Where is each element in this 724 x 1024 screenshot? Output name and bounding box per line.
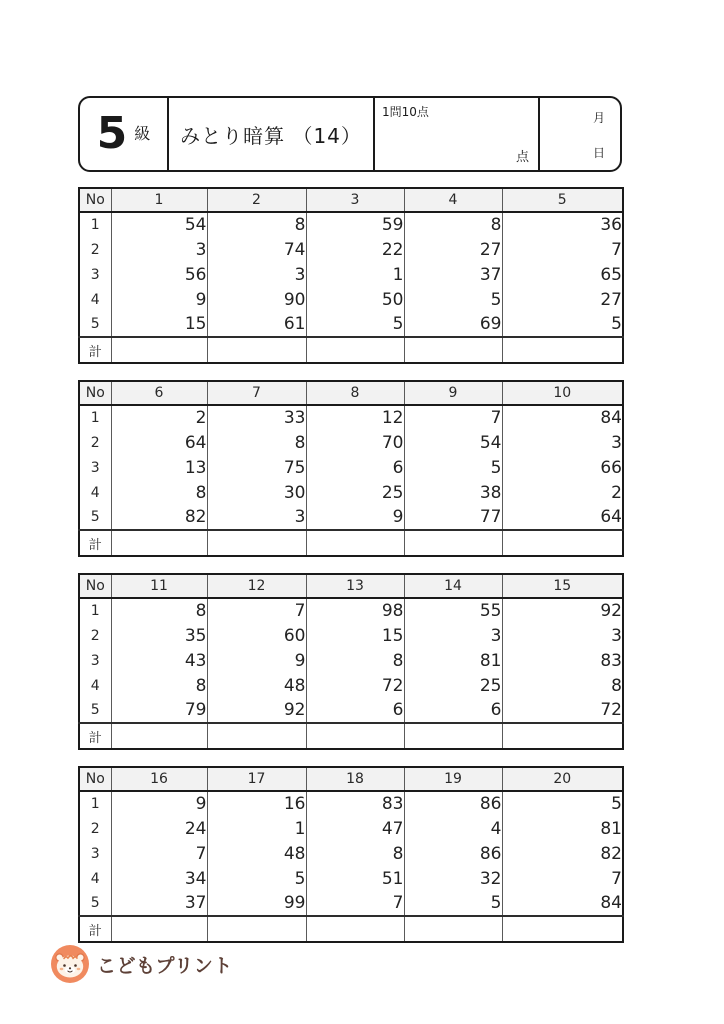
problem-number-cell: 5 (502, 188, 623, 212)
problem-number-cell: 13 (306, 574, 404, 598)
row-label-cell: 4 (90, 291, 100, 308)
value-cell: 8 (502, 673, 623, 698)
value-cell: 36 (502, 212, 623, 237)
row-label-cell: 5 (90, 702, 100, 718)
value-cell: 5 (306, 312, 404, 337)
value-cell: 12 (306, 405, 404, 430)
value-cell: 15 (111, 312, 207, 337)
data-row (79, 673, 623, 698)
column-header-row (79, 767, 623, 791)
row-label-cell: 1 (90, 410, 100, 426)
problem-number-cell: 11 (111, 574, 207, 598)
value-cell: 4 (404, 816, 502, 841)
value-cell: 8 (207, 430, 306, 455)
problem-number-cell: 4 (404, 188, 502, 212)
total-label-cell: 計 (79, 530, 111, 556)
row-label-cell: 4 (90, 484, 100, 501)
footer-logo (50, 944, 233, 984)
value-cell: 6 (306, 698, 404, 723)
answer-cell (306, 723, 404, 749)
row-label-cell: 3 (90, 652, 100, 669)
data-row (79, 212, 623, 237)
value-cell: 66 (502, 455, 623, 480)
data-row (79, 598, 623, 623)
value-cell: 3 (502, 623, 623, 648)
value-cell: 82 (111, 505, 207, 530)
value-cell: 65 (502, 262, 623, 287)
value-cell: 27 (502, 287, 623, 312)
answer-cell (207, 723, 306, 749)
value-cell: 33 (207, 405, 306, 430)
no-header-cell: No (79, 188, 111, 212)
value-cell: 8 (111, 673, 207, 698)
answer-cell (207, 916, 306, 942)
value-cell: 79 (111, 698, 207, 723)
value-cell: 22 (306, 237, 404, 262)
value-cell: 15 (306, 623, 404, 648)
value-cell: 84 (502, 405, 623, 430)
row-label-cell: 4 (90, 870, 100, 887)
data-row (79, 430, 623, 455)
problem-table-3 (78, 573, 624, 750)
problem-number-cell: 6 (111, 381, 207, 405)
problem-number-cell: 19 (404, 767, 502, 791)
data-row (79, 891, 623, 916)
value-cell: 32 (404, 866, 502, 891)
value-cell: 7 (404, 405, 502, 430)
row-label-cell: 1 (90, 217, 100, 233)
value-cell: 99 (207, 891, 306, 916)
data-row (79, 816, 623, 841)
total-row (79, 916, 623, 942)
value-cell: 37 (404, 262, 502, 287)
problem-number-cell: 8 (306, 381, 404, 405)
problem-number-cell: 12 (207, 574, 306, 598)
value-cell: 30 (207, 480, 306, 505)
value-cell: 82 (502, 841, 623, 866)
row-label-cell: 2 (90, 627, 100, 644)
problem-table-1 (78, 187, 624, 364)
value-cell: 5 (404, 287, 502, 312)
value-cell: 7 (111, 841, 207, 866)
value-cell: 55 (404, 598, 502, 623)
value-cell: 83 (502, 648, 623, 673)
data-row (79, 648, 623, 673)
value-cell: 9 (111, 791, 207, 816)
answer-cell (502, 337, 623, 363)
problem-number-cell: 7 (207, 381, 306, 405)
value-cell: 81 (404, 648, 502, 673)
day-label: 日 (592, 146, 605, 160)
problem-number-cell: 18 (306, 767, 404, 791)
value-cell: 72 (306, 673, 404, 698)
value-cell: 3 (207, 262, 306, 287)
problem-number-cell: 17 (207, 767, 306, 791)
value-cell: 38 (404, 480, 502, 505)
value-cell: 70 (306, 430, 404, 455)
data-row (79, 623, 623, 648)
no-header-cell: No (79, 574, 111, 598)
value-cell: 13 (111, 455, 207, 480)
value-cell: 35 (111, 623, 207, 648)
value-cell: 7 (502, 866, 623, 891)
month-label: 月 (592, 111, 605, 125)
answer-cell (306, 916, 404, 942)
data-row (79, 791, 623, 816)
value-cell: 24 (111, 816, 207, 841)
value-cell: 83 (306, 791, 404, 816)
value-cell: 48 (207, 841, 306, 866)
data-row (79, 237, 623, 262)
value-cell: 3 (207, 505, 306, 530)
points-suffix-label: 点 (515, 150, 529, 165)
value-cell: 8 (404, 212, 502, 237)
value-cell: 37 (111, 891, 207, 916)
value-cell: 56 (111, 262, 207, 287)
value-cell: 8 (306, 648, 404, 673)
answer-cell (502, 916, 623, 942)
problem-number-cell: 20 (502, 767, 623, 791)
answer-cell (111, 916, 207, 942)
value-cell: 6 (404, 698, 502, 723)
row-label-cell: 3 (90, 845, 100, 862)
answer-cell (306, 530, 404, 556)
row-label-cell: 4 (90, 677, 100, 694)
value-cell: 98 (306, 598, 404, 623)
value-cell: 61 (207, 312, 306, 337)
data-row (79, 287, 623, 312)
value-cell: 60 (207, 623, 306, 648)
problem-table-4 (78, 766, 624, 943)
value-cell: 50 (306, 287, 404, 312)
row-label-cell: 3 (90, 266, 100, 283)
no-header-cell: No (79, 381, 111, 405)
grade-number: 5 (96, 108, 128, 159)
value-cell: 54 (404, 430, 502, 455)
answer-cell (502, 723, 623, 749)
row-label-cell: 3 (90, 459, 100, 476)
column-header-row (79, 574, 623, 598)
value-cell: 77 (404, 505, 502, 530)
value-cell: 27 (404, 237, 502, 262)
value-cell: 54 (111, 212, 207, 237)
points-per-question-note: 1問10点 (382, 105, 429, 119)
total-label-cell: 計 (79, 916, 111, 942)
value-cell: 64 (502, 505, 623, 530)
row-label-cell: 1 (90, 603, 100, 619)
value-cell: 5 (207, 866, 306, 891)
value-cell: 92 (502, 598, 623, 623)
value-cell: 7 (306, 891, 404, 916)
value-cell: 8 (111, 598, 207, 623)
value-cell: 3 (404, 623, 502, 648)
brand-name: こどもプリント (97, 954, 233, 977)
value-cell: 9 (306, 505, 404, 530)
data-row (79, 841, 623, 866)
value-cell: 8 (111, 480, 207, 505)
data-row (79, 455, 623, 480)
value-cell: 5 (502, 312, 623, 337)
problem-table-2 (78, 380, 624, 557)
data-row (79, 866, 623, 891)
value-cell: 86 (404, 791, 502, 816)
value-cell: 25 (404, 673, 502, 698)
value-cell: 81 (502, 816, 623, 841)
value-cell: 8 (207, 212, 306, 237)
value-cell: 1 (306, 262, 404, 287)
column-header-row (79, 381, 623, 405)
answer-cell (404, 916, 502, 942)
value-cell: 86 (404, 841, 502, 866)
value-cell: 43 (111, 648, 207, 673)
problem-number-cell: 9 (404, 381, 502, 405)
total-label-cell: 計 (79, 723, 111, 749)
value-cell: 9 (111, 287, 207, 312)
value-cell: 7 (207, 598, 306, 623)
total-label-cell: 計 (79, 337, 111, 363)
total-row (79, 723, 623, 749)
value-cell: 9 (207, 648, 306, 673)
value-cell: 92 (207, 698, 306, 723)
answer-cell (404, 723, 502, 749)
value-cell: 64 (111, 430, 207, 455)
value-cell: 69 (404, 312, 502, 337)
problem-number-cell: 3 (306, 188, 404, 212)
data-row (79, 312, 623, 337)
value-cell: 59 (306, 212, 404, 237)
no-header-cell: No (79, 767, 111, 791)
row-label-cell: 2 (90, 241, 100, 258)
value-cell: 16 (207, 791, 306, 816)
answer-cell (207, 530, 306, 556)
value-cell: 75 (207, 455, 306, 480)
value-cell: 2 (502, 480, 623, 505)
value-cell: 90 (207, 287, 306, 312)
total-row (79, 337, 623, 363)
row-label-cell: 1 (90, 796, 100, 812)
row-label-cell: 2 (90, 820, 100, 837)
answer-cell (404, 530, 502, 556)
row-label-cell: 5 (90, 316, 100, 332)
answer-cell (306, 337, 404, 363)
problem-number-cell: 15 (502, 574, 623, 598)
row-label-cell: 5 (90, 895, 100, 911)
score-section (375, 98, 540, 170)
total-row (79, 530, 623, 556)
problem-number-cell: 1 (111, 188, 207, 212)
problem-number-cell: 2 (207, 188, 306, 212)
answer-cell (207, 337, 306, 363)
worksheet-title: みとり暗算 （14） (169, 98, 375, 170)
value-cell: 7 (502, 237, 623, 262)
data-row (79, 405, 623, 430)
data-row (79, 262, 623, 287)
answer-cell (404, 337, 502, 363)
value-cell: 48 (207, 673, 306, 698)
problem-number-cell: 16 (111, 767, 207, 791)
value-cell: 74 (207, 237, 306, 262)
date-section (540, 98, 620, 170)
value-cell: 1 (207, 816, 306, 841)
value-cell: 5 (502, 791, 623, 816)
row-label-cell: 2 (90, 434, 100, 451)
value-cell: 34 (111, 866, 207, 891)
value-cell: 6 (306, 455, 404, 480)
data-row (79, 505, 623, 530)
problem-number-cell: 14 (404, 574, 502, 598)
value-cell: 5 (404, 455, 502, 480)
value-cell: 51 (306, 866, 404, 891)
column-header-row (79, 188, 623, 212)
answer-cell (111, 337, 207, 363)
value-cell: 5 (404, 891, 502, 916)
kodomo-print-mascot-icon (50, 944, 90, 984)
value-cell: 3 (111, 237, 207, 262)
value-cell: 47 (306, 816, 404, 841)
grade-suffix: 級 (134, 123, 151, 143)
value-cell: 72 (502, 698, 623, 723)
answer-cell (111, 723, 207, 749)
problem-number-cell: 10 (502, 381, 623, 405)
value-cell: 84 (502, 891, 623, 916)
value-cell: 3 (502, 430, 623, 455)
grade-section (80, 98, 169, 170)
data-row (79, 480, 623, 505)
value-cell: 8 (306, 841, 404, 866)
worksheet-header-box (78, 96, 622, 172)
data-row (79, 698, 623, 723)
tables-container (78, 187, 622, 959)
value-cell: 25 (306, 480, 404, 505)
answer-cell (111, 530, 207, 556)
row-label-cell: 5 (90, 509, 100, 525)
value-cell: 2 (111, 405, 207, 430)
answer-cell (502, 530, 623, 556)
